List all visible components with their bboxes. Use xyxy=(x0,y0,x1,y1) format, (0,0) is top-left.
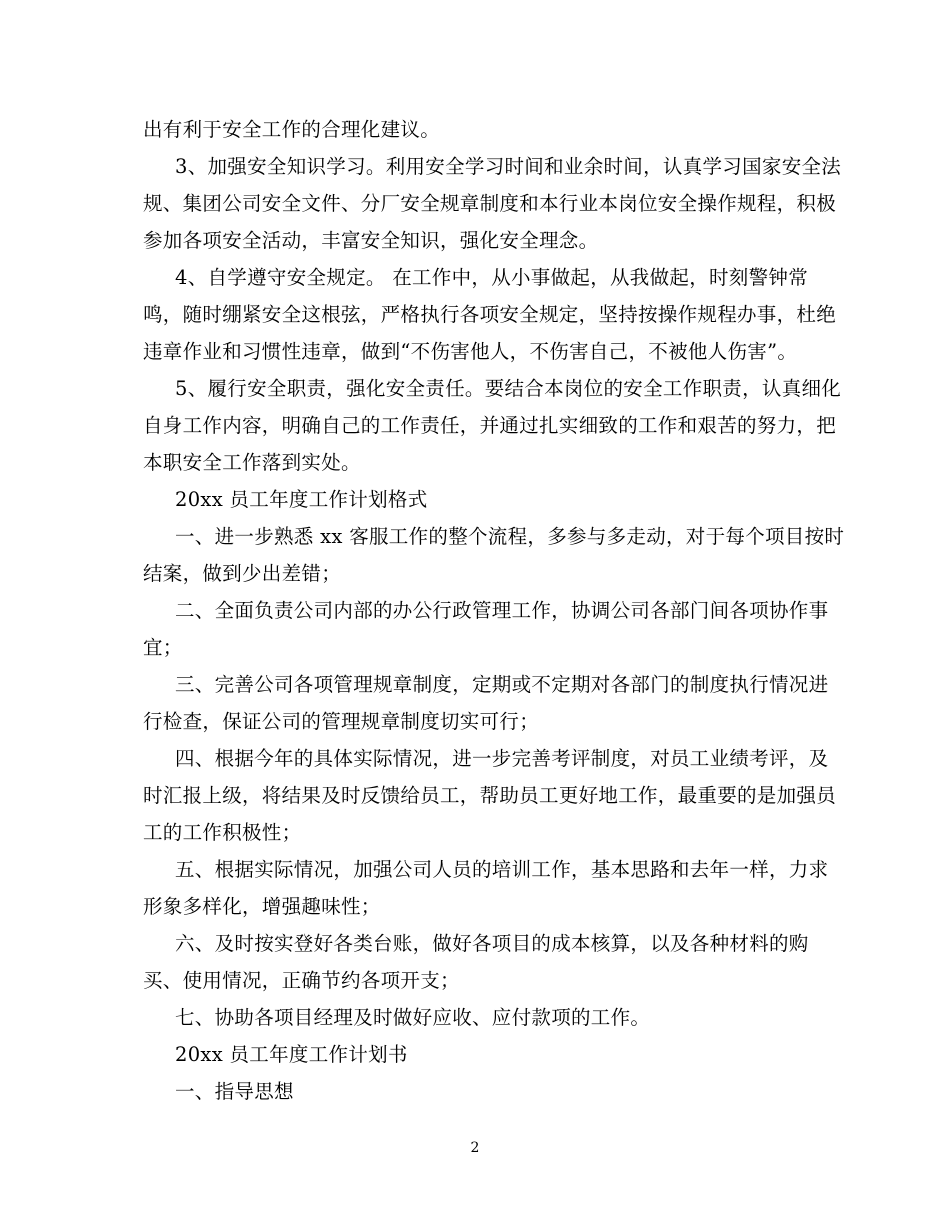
text-line: 规、集团公司安全文件、分厂安全规章制度和本行业本岗位安全操作规程，积极 xyxy=(143,192,837,215)
text-line: 买、使用情况，正确节约各项开支； xyxy=(143,969,460,992)
text-line: 本职安全工作落到实处。 xyxy=(143,451,361,474)
text-line: 违章作业和习惯性违章，做到“不伤害他人，不伤害自己，不被他人伤害”。 xyxy=(143,340,798,363)
text-line: 五、根据实际情况，加强公司人员的培训工作，基本思路和去年一样，力求 xyxy=(175,858,829,881)
text-line: 工的工作积极性； xyxy=(143,821,302,844)
text-line: 鸣，随时绷紧安全这根弦，严格执行各项安全规定，坚持按操作规程办事，杜绝 xyxy=(143,303,837,326)
text-line: 二、全面负责公司内部的办公行政管理工作，协调公司各部门间各项协作事 xyxy=(175,599,829,622)
text-line: 宜； xyxy=(143,636,183,659)
page-number: 2 xyxy=(470,1140,480,1156)
text-line: 3、加强安全知识学习。利用安全学习时间和业余时间，认真学习国家安全法 xyxy=(175,155,842,178)
text-line: 一、进一步熟悉 xx 客服工作的整个流程，多参与多走动，对于每个项目按时 xyxy=(175,525,845,548)
text-line: 形象多样化，增强趣味性； xyxy=(143,895,381,918)
text-line: 5、履行安全职责，强化安全责任。要结合本岗位的安全工作职责，认真细化 xyxy=(175,377,842,400)
text-line: 四、根据今年的具体实际情况，进一步完善考评制度，对员工业绩考评，及 xyxy=(175,747,829,770)
text-line: 时汇报上级，将结果及时反馈给员工，帮助员工更好地工作，最重要的是加强员 xyxy=(143,784,837,807)
section-heading: 20xx 员工年度工作计划书 xyxy=(175,1043,408,1066)
text-line: 结案，做到少出差错； xyxy=(143,562,342,585)
text-line: 六、及时按实登好各类台账，做好各项目的成本核算，以及各种材料的购 xyxy=(175,932,809,955)
text-line: 一、指导思想 xyxy=(175,1080,294,1103)
text-line: 七、协助各项目经理及时做好应收、应付款项的工作。 xyxy=(175,1006,651,1029)
text-line: 三、完善公司各项管理规章制度，定期或不定期对各部门的制度执行情况进 xyxy=(175,673,829,696)
text-line: 行检查，保证公司的管理规章制度切实可行； xyxy=(143,710,540,733)
section-heading: 20xx 员工年度工作计划格式 xyxy=(175,488,428,511)
text-line: 出有利于安全工作的合理化建议。 xyxy=(143,118,441,141)
text-line: 4、自学遵守安全规定。 在工作中，从小事做起，从我做起，时刻警钟常 xyxy=(175,266,809,289)
text-line: 自身工作内容，明确自己的工作责任，并通过扎实细致的工作和艰苦的努力，把 xyxy=(143,414,837,437)
text-line: 参加各项安全活动，丰富安全知识，强化安全理念。 xyxy=(143,229,599,252)
